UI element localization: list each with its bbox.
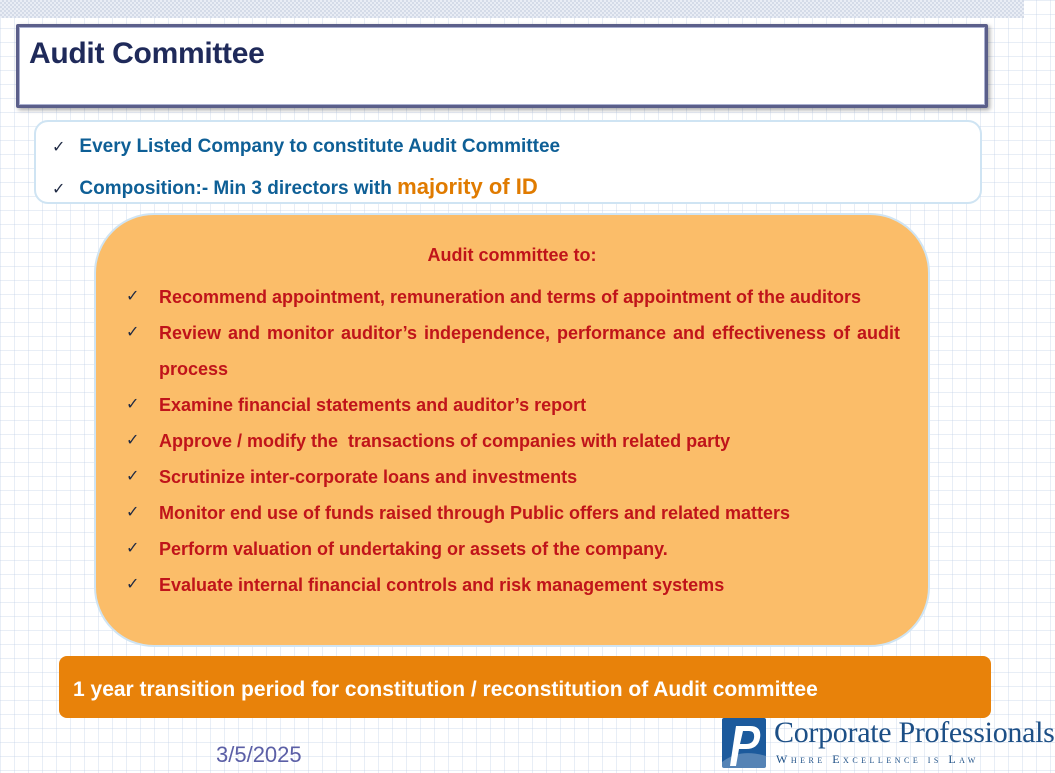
check-icon: ✓	[126, 324, 140, 341]
panel-heading: Audit committee to:	[427, 245, 597, 265]
check-icon: ✓	[126, 504, 140, 521]
check-icon: ✓	[52, 139, 66, 156]
check-icon: ✓	[126, 432, 140, 449]
page-title: Audit Committee	[29, 37, 265, 70]
logo-tagline: Where Excellence is Law	[776, 752, 979, 766]
duty-item	[126, 279, 900, 315]
logo-p-icon	[722, 718, 766, 768]
intro-highlight: majority of ID	[397, 174, 538, 199]
duty-item	[126, 423, 900, 459]
intro-item-listed-company	[52, 136, 560, 158]
duty-text: Examine financial statements and auditor’s report	[159, 395, 587, 415]
check-icon: ✓	[126, 468, 140, 485]
slide-date: 3/5/2025	[216, 742, 302, 767]
duty-item	[126, 387, 900, 423]
banner-text: 1 year transition period for constitution / reconstitution of Audit committee	[73, 678, 818, 701]
title-box	[16, 24, 988, 108]
transition-banner	[59, 656, 991, 718]
intro-box	[34, 120, 982, 204]
duty-text: Perform valuation of undertaking or assets of the company.	[159, 539, 668, 559]
audit-committee-duties-panel	[94, 213, 930, 647]
intro-item-text: Every Listed Company to constitute Audit Committee	[79, 136, 561, 157]
duty-item	[126, 531, 900, 567]
top-decorative-strip	[0, 0, 1024, 18]
company-logo	[720, 716, 1055, 768]
duty-text: Monitor end use of funds raised through Public offers and related matters	[159, 503, 791, 523]
duty-text: Review and monitor auditor’s independence, performance and effectiveness of audit process	[159, 323, 900, 379]
duty-text: Evaluate internal financial controls and risk management systems	[159, 575, 725, 595]
duty-item	[126, 495, 900, 531]
intro-item-text: Composition:- Min 3 directors with	[79, 178, 398, 199]
check-icon: ✓	[52, 181, 66, 198]
duties-list	[126, 279, 900, 603]
check-icon: ✓	[126, 540, 140, 557]
duty-text: Recommend appointment, remuneration and terms of appointment of the auditors	[159, 287, 862, 307]
duty-text: Approve / modify the transactions of companies with related party	[159, 431, 731, 451]
logo-name: Corporate Professionals	[774, 716, 1055, 749]
duty-item	[126, 567, 900, 603]
check-icon: ✓	[126, 396, 140, 413]
duty-item	[126, 315, 900, 387]
intro-item-composition	[52, 174, 538, 200]
check-icon: ✓	[126, 288, 140, 305]
duty-text: Scrutinize inter-corporate loans and investments	[159, 467, 578, 487]
duty-item	[126, 459, 900, 495]
logo-p-glyph	[722, 718, 766, 768]
check-icon: ✓	[126, 576, 140, 593]
